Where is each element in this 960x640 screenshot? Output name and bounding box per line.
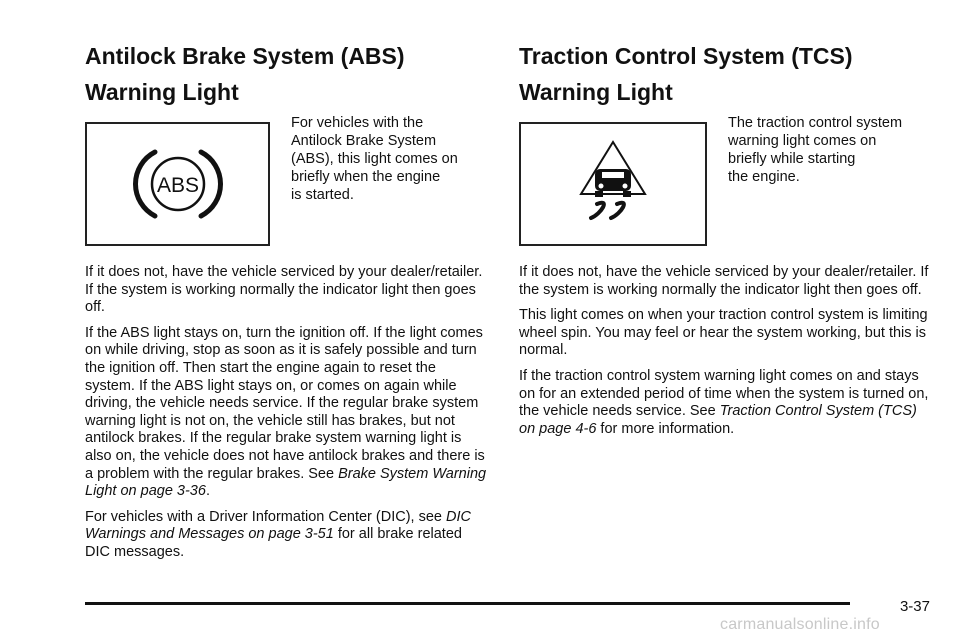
abs-paragraph-3-end: for all brake related DIC messages. — [85, 526, 462, 560]
abs-paragraph-3 — [85, 509, 489, 562]
abs-body — [85, 264, 489, 562]
footer-rule — [85, 602, 850, 605]
tcs-paragraph-2: This light comes on when your traction control system is limiting wheel spin. You may feel or hear the system working, but this is normal. — [519, 307, 928, 359]
abs-warning-icon — [87, 124, 268, 244]
tcs-heading-line2: Warning Light — [519, 79, 673, 105]
abs-side-text: For vehicles with the Antilock Brake System (ABS), this light comes on briefly when the engine is started. — [291, 115, 458, 203]
abs-icon-row — [85, 114, 489, 244]
brake-system-warning-light-link[interactable]: Brake System Warning Light on page 3-36 — [85, 465, 487, 500]
abs-heading-line1: Antilock Brake System (ABS) — [85, 43, 405, 69]
abs-paragraph-3-text: For vehicles with a Driver Information Center (DIC), see — [85, 508, 446, 525]
abs-paragraph-2 — [85, 325, 489, 501]
abs-section — [85, 38, 489, 570]
tcs-side-text: The traction control system warning light comes on briefly while starting the engine. — [728, 115, 903, 185]
abs-icon-label: ABS — [156, 174, 200, 197]
tcs-paragraph-3-end: for more information. — [596, 420, 735, 437]
tcs-paragraph-3-text: If the traction control system warning light comes on and stays on for an extended period of time when the system is turned on, the vehicle needs service. See — [519, 367, 929, 420]
tcs-heading-line1: Traction Control System (TCS) — [519, 43, 853, 69]
watermark: carmanualsonline.info — [720, 616, 880, 633]
abs-paragraph-1: If it does not, have the vehicle serviced by your dealer/retailer. If the system is working normally the indicator light then goes off. — [85, 264, 483, 316]
tcs-paragraph-3 — [519, 368, 931, 438]
traction-control-icon — [521, 124, 705, 244]
abs-paragraph-2-text: If the ABS light stays on, turn the ignition off. If the light comes on while driving, stop as soon as it is safely possible and turn the ignition off. Then start the engine again to reset the system. If the ABS light stays on, or comes on again while driving, the vehicle needs service. If the regular brake system warning light is not on, the vehicle still has brakes, but not antilock brakes. If the regular brake system warning light is also on, the vehicle does not have antilock brakes and there is a problem with the regular brakes. See — [85, 324, 485, 482]
tcs-icon-row — [519, 114, 931, 244]
tcs-heading — [519, 38, 931, 110]
abs-heading — [85, 38, 489, 110]
traction-control-system-link[interactable]: Traction Control System (TCS) on page 4-6 — [519, 403, 917, 437]
page-number: 3-37 — [899, 598, 930, 615]
tcs-paragraph-1: If it does not, have the vehicle serviced by your dealer/retailer. If the system is working normally the indicator light then goes off. — [519, 264, 929, 298]
abs-heading-line2: Warning Light — [85, 79, 239, 105]
abs-paragraph-2-end: . — [205, 483, 210, 500]
tcs-section — [519, 38, 931, 446]
tcs-body — [519, 264, 931, 438]
tcs-icon-box — [519, 122, 707, 246]
abs-icon-box — [85, 122, 270, 246]
dic-warnings-link[interactable]: DIC Warnings and Messages on page 3-51 — [85, 508, 471, 543]
